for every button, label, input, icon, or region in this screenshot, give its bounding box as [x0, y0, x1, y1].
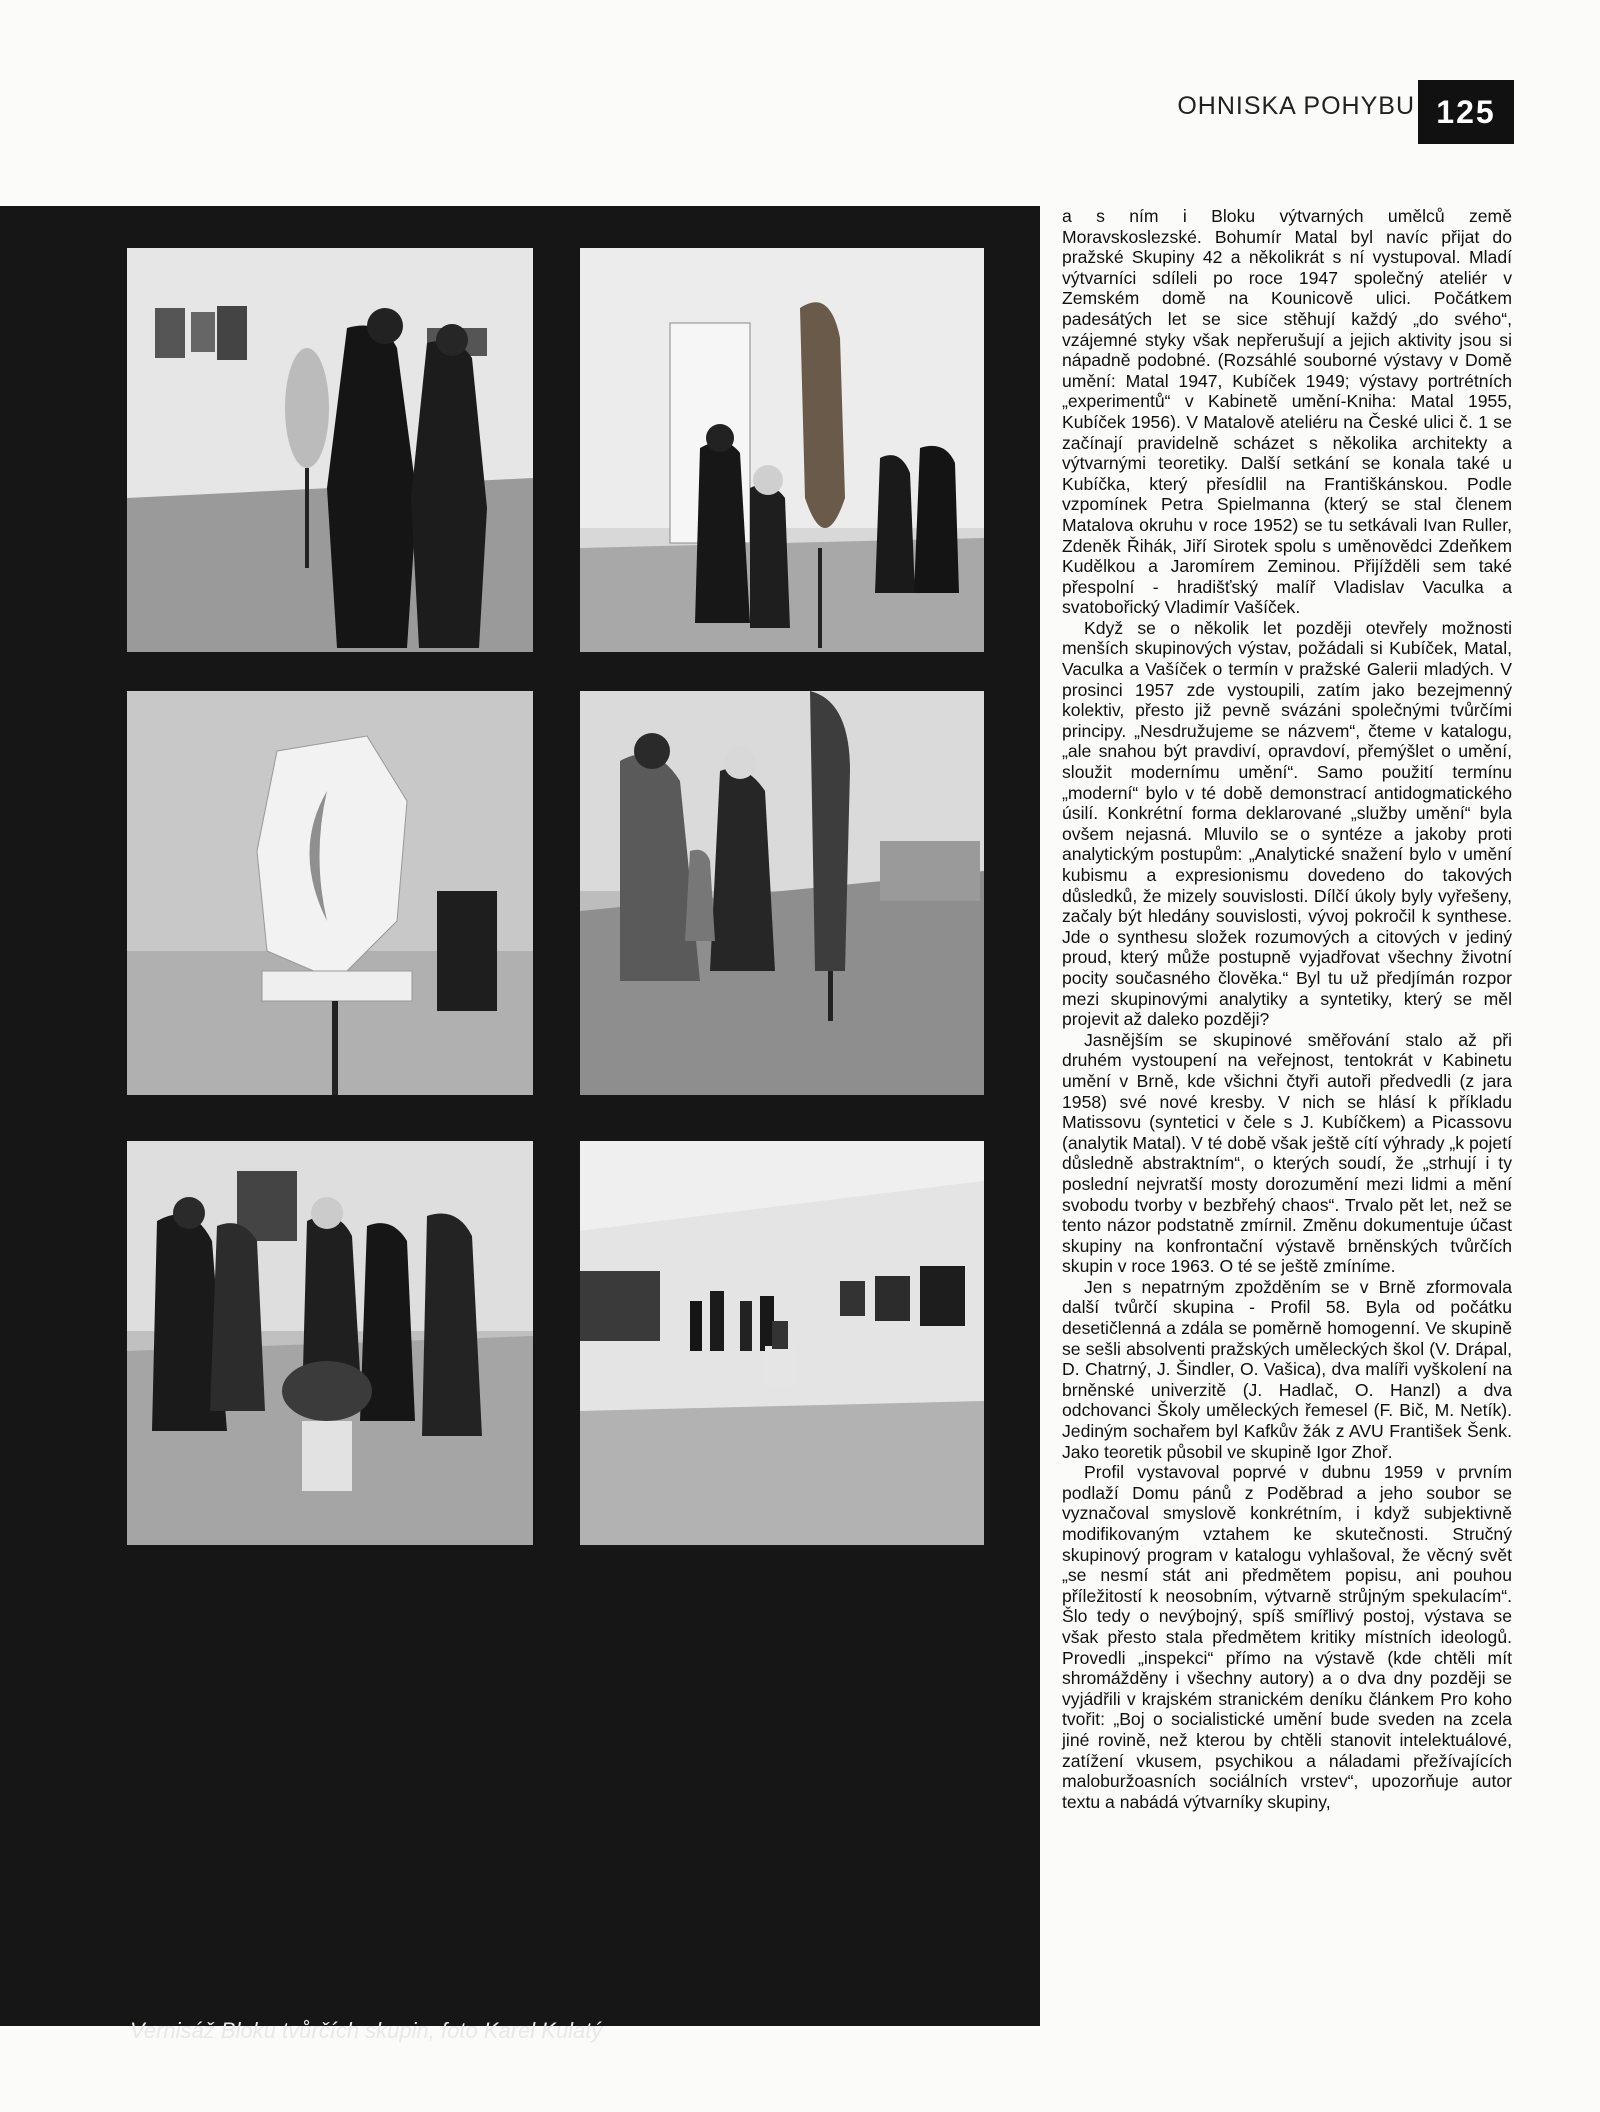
- photo-gallery-visitors-3: [580, 691, 984, 1095]
- photo-gallery-room: [580, 1141, 984, 1545]
- article-paragraph: Profil vystavoval poprvé v dubnu 1959 v prvním podlaží Domu pánů z Poděbrad a jeho soubor se vyznačoval smyslově konkrétním, i když subjektivně modifikovaným vztahem ke skutečnosti. Stručný skupinový program v katalogu vyhlašoval, že věcný svět „se nesmí stát ani předmětem popisu, ani pouhou příležitostí k neosobním, výtvarně strůjným spekulacím“. Šlo tedy o nevýbojný, spíš smířlivý postoj, výstava se však přesto stala předmětem kritiky místních ideologů. Provedli „inspekci“ přímo na výstavě (kde chtěli mít shromážděny i všechny autory) a o dva dny později se vyjádřili v krajském stranickém deníku článkem Pro koho tvořit: „Boj o socialistické umění bude sveden na zcela jiné rovině, než kterou by chtěli stanovit intelektuálové, zatížení vkusem, psychikou a náladami přežívajících maloburžoasních sociálních vrstev“, upozorňuje autor textu a nabádá výtvarníky skupiny,: [1062, 1462, 1512, 1812]
- running-head: OHNISKA POHYBU: [1177, 92, 1415, 120]
- photo-gallery-visitors-4: [127, 1141, 533, 1545]
- article-paragraph: Jasnějším se skupinové směřování stalo až při druhém vystoupení na veřejnost, tentokrát v Kabinetu umění v Brně, kde všichni čtyři autoři předvedli (z jara 1958) své nové kresby. V nich se hlásí k příkladu Matissovu (syntetici v čele s J. Kubíčkem) a Picassovu (analytik Matal). V té době však ještě cítí výhrady „k pojetí důsledně abstraktním“, o kterých soudí, že „strhují i ty poslední nejvratší mosty dorozumění mezi lidmi a mění svobodu tvorby v bezbřehý chaos“. Trvalo pět let, než se tento názor podstatně zmírnil. Změnu dokumentuje účast skupiny na konfrontační výstavě brněnských tvůrčích skupin v roce 1963. O té se ještě zmíníme.: [1062, 1029, 1512, 1277]
- article-paragraph: a s ním i Bloku výtvarných umělců země Moravskoslezské. Bohumír Matal byl navíc přijat do pražské Skupiny 42 a několikrát s ní vystupoval. Mladí výtvarníci sdíleli po roce 1947 společný ateliér v Zemském domě na Kounicově ulici. Počátkem padesátých let se sice stěhují každý „do svého“, vzájemné styky však nepřerušují a jejich aktivity jsou si nápadně podobné. (Rozsáhlé souborné výstavy v Domě umění: Matal 1947, Kubíček 1949; výstavy portrétních „experimentů“ v Kabinetě umění-Kniha: Matal 1955, Kubíček 1956). V Matalově ateliéru na České ulici č. 1 se začínají pravidelně scházet s několika architekty a výtvarnými teoretiky. Další setkání se konala také u Kubíčka, který přesídlil na Františkánskou. Podle vzpomínek Petra Spielmanna (který se stal členem Matalova okruhu v roce 1952) se tu setkávali Ivan Ruller, Zdeněk Řihák, Jiří Sirotek spolu s uměnovědci Zdeňkem Kudělkou a Jaromírem Zeminou. Přijížděli sem také přespolní - hradišťský malíř Vladislav Vaculka a svatobořický Vladimír Vašíček.: [1062, 206, 1512, 618]
- article-text-column: [1062, 206, 1512, 1812]
- photo-panel: [0, 206, 1040, 2043]
- photo-gallery-visitors-1: [127, 248, 533, 652]
- photo-white-sculpture: [127, 691, 533, 1095]
- photo-caption: Vernisáž Bloku tvůrčích skupin, foto Karel Kulatý: [130, 2018, 603, 2043]
- photo-gallery-visitors-2: [580, 248, 984, 652]
- article-paragraph: Když se o několik let později otevřely možnosti menších skupinových výstav, požádali si Kubíček, Matal, Vaculka a Vašíček o termín v pražské Galerii mladých. V prosinci 1957 zde vystoupili, zatím jako bezejmenný kolektiv, přesto již pevně svázáni společnými tvůrčími principy. „Nesdružujeme se názvem“, čteme v katalogu, „ale snahou být pravdiví, opravdoví, přemýšlet o umění, sloužit modernímu umění“. Samo použití termínu „moderní“ bylo v té době demonstrací antidogmatického úsilí. Konkrétní forma deklarované „služby umění“ byla ovšem nejasná. Mluvilo se o syntéze a jakoby proti analytickým postupům: „Analytické snažení bylo v umění kubismu a expresionismu dovedeno do takových důsledků, že mizely souvislosti. Dílčí úkoly byly vyřešeny, začaly být hledány souvislosti, vývoj pokročil k synthese. Jde o synthesu složek rozumových a citových v jediný proud, který může postupně vyjadřovat všechny životní pocity současného člověka.“ Byl tu už předjímán rozpor mezi skupinovými analytiky a syntetiky, který se měl projevit až daleko později?: [1062, 617, 1512, 1030]
- page-number: 125: [1418, 80, 1514, 144]
- article-paragraph: Jen s nepatrným zpožděním se v Brně zformovala další tvůrčí skupina - Profil 58. Byla od počátku desetičlenná a zdála se poměrně homogenní. Ve skupině se sešli absolventi pražských uměleckých škol (V. Drápal, D. Chatrný, J. Šindler, O. Vašica), dva malíři vyškolení na brněnské univerzitě (J. Hadlač, O. Hanzl) a dva odchovanci Školy uměleckých řemesel (F. Bič, M. Netík). Jediným sochařem byl Kafkův žák z AVU František Šenk. Jako teoretik působil ve skupině Igor Zhoř.: [1062, 1276, 1512, 1462]
